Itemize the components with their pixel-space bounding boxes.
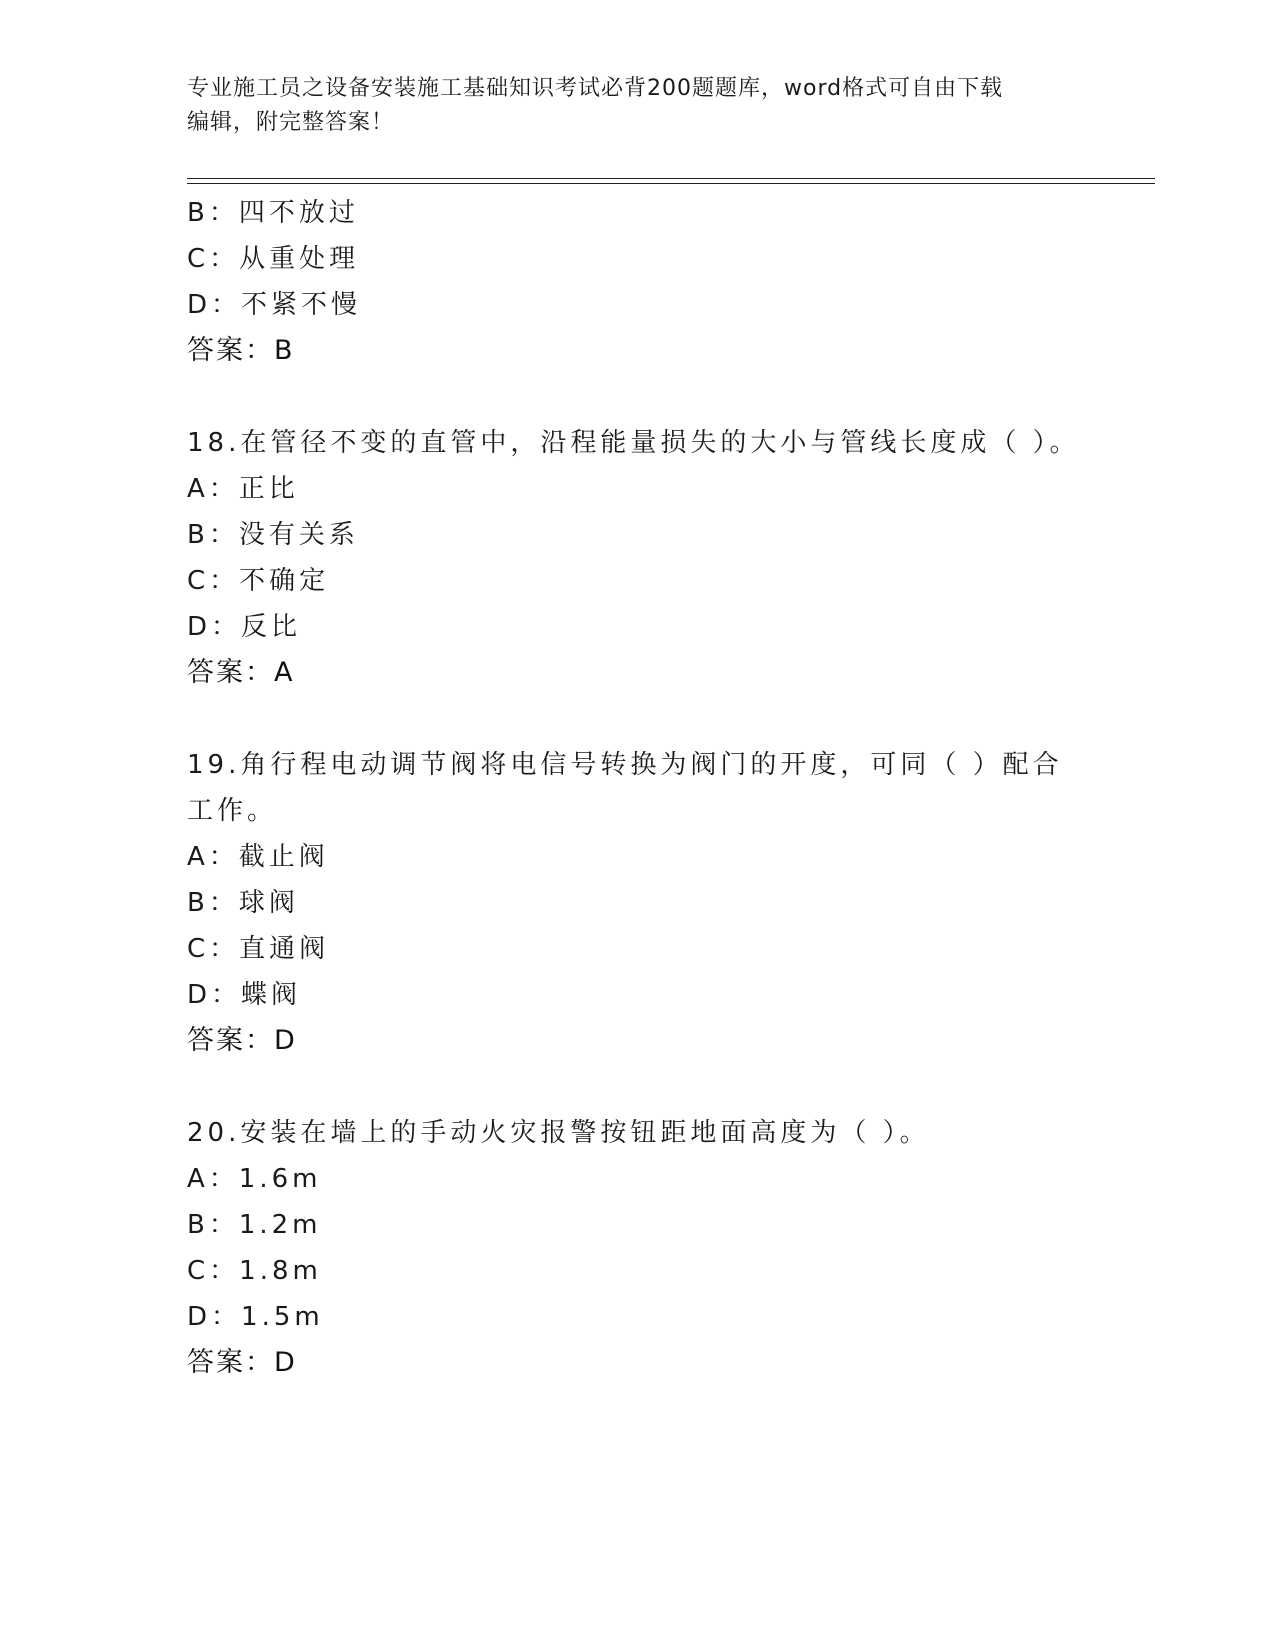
- option-a: A：截止阀: [187, 842, 329, 872]
- option-b: B：1.2m: [187, 1210, 322, 1240]
- question-18: [187, 420, 1087, 696]
- option-c: C：从重处理: [187, 244, 360, 274]
- question-list: [187, 190, 1087, 1386]
- option-a: A：1.6m: [187, 1164, 322, 1194]
- option-c: C：直通阀: [187, 934, 330, 964]
- option-d: D：蝶阀: [187, 980, 302, 1010]
- question-20: [187, 1110, 1087, 1386]
- header-divider-top: [187, 178, 1155, 179]
- answer-line: 答案：A: [187, 657, 295, 688]
- answer-line: 答案：B: [187, 335, 295, 366]
- document-header: [187, 72, 1067, 140]
- option-d: D：1.5m: [187, 1302, 324, 1332]
- question-19: [187, 742, 1087, 1064]
- option-a: A：正比: [187, 474, 299, 504]
- question-stem: 20.安装在墙上的手动火灾报警按钮距地面高度为（ ）。: [187, 1118, 930, 1148]
- question-17-tail: [187, 190, 1087, 374]
- header-title-line-1: 专业施工员之设备安装施工基础知识考试必背200题题库，word格式可自由下载: [187, 76, 1004, 101]
- option-c: C：1.8m: [187, 1256, 322, 1286]
- question-stem: 19.角行程电动调节阀将电信号转换为阀门的开度，可同（ ）配合工作。: [187, 750, 1063, 826]
- option-d: D：不紧不慢: [187, 290, 362, 320]
- answer-line: 答案：D: [187, 1025, 297, 1056]
- option-d: D：反比: [187, 612, 302, 642]
- option-b: B：四不放过: [187, 198, 359, 228]
- option-b: B：球阀: [187, 888, 299, 918]
- spacer: [187, 696, 1087, 742]
- option-b: B：没有关系: [187, 520, 359, 550]
- header-divider-bottom: [187, 183, 1155, 184]
- answer-line: 答案：D: [187, 1347, 297, 1378]
- spacer: [187, 1064, 1087, 1110]
- option-c: C：不确定: [187, 566, 330, 596]
- question-stem: 18.在管径不变的直管中，沿程能量损失的大小与管线长度成（ ）。: [187, 428, 1080, 458]
- spacer: [187, 374, 1087, 420]
- header-title-line-2: 编辑，附完整答案！: [187, 110, 395, 135]
